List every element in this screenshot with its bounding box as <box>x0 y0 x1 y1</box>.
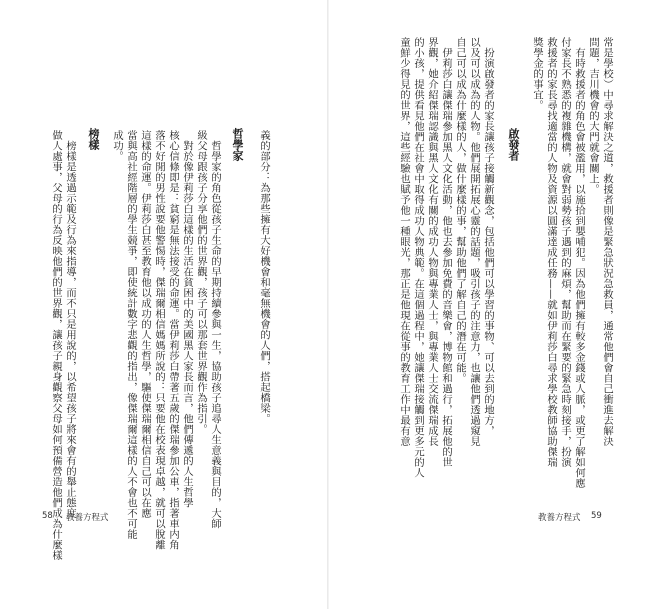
text-column: 做人處事，父母的行為反映他們的世界觀，讓孩子親身觀察父母如何預備營造他們成為什麼樣 <box>50 130 62 561</box>
text-column: 以及可以成為的人物。他們展開拓展心靈的話題，吸引孩子的注意力，也讓他們透過窺見 <box>468 37 480 447</box>
text-column: 扮演啟發者的家長讓孩子接觸新觀念，包括他們可以學習的事物、可以去到的地方， <box>482 37 494 436</box>
running-head: 教養方程式 <box>66 513 109 523</box>
text-column: 當與高社經階層的學生競爭，即使統計數字悲觀的指出，像傑瑞爾這樣的人不會也不可能 <box>125 130 137 540</box>
text-column: 伊莉莎白讓傑瑞參加黑人文化活動，他也去參加免費的音樂會，博物館和過行，拓展他的世 <box>440 37 452 468</box>
section-heading-philosopher: 哲學家 <box>231 128 244 161</box>
text-column: 自己可以成為什麼樣的人，做什麼樣的事，幫助他們了解自己的潛在可能。 <box>454 37 466 384</box>
running-head: 教養方程式 <box>538 513 581 523</box>
text-column: 成功。 <box>111 130 123 162</box>
text-column: 付家長不熟悉的複雜機構，就會對弱勢孩子遇到的麻煩，幫助而在緊要的緊急時刻接手，扮演 <box>559 37 571 468</box>
page-number: 59 <box>591 511 602 521</box>
text-column: 對於像伊莉莎白這樣的生活在貧困中的美國黑人家長而言，他們傳遞的人生哲學 <box>181 130 193 508</box>
text-column: 哲學家的角色從孩子生命的早期持續參與一生，協助孩子追尋人生意義與目的，大師 <box>209 130 221 529</box>
text-column: 核心信條即是：貧窮是無法接受的命運。當伊莉莎白帶著五歲的傑瑞參加公車，指著車内角 <box>167 130 179 550</box>
text-column: 童鮮少得見的世界，這些經驗也賦予他一種眼光，那正是他現在從事的教育工作中最有意 <box>398 37 410 447</box>
text-column: 級父母跟孩子分享他們的世界觀，孩子可以那套世界觀作為指引。 <box>195 130 207 435</box>
section-heading-inspirer: 啟發者 <box>507 128 520 161</box>
text-column: 榜樣是透過示範及行為來指導，而不只是用說的，以希望孩子將來會有的舉止態度 <box>64 130 76 519</box>
text-column: 這樣的命運。伊莉莎白甚至教育他以成功的人生哲學，驅使傑瑞爾相信自己可以在應 <box>139 130 151 519</box>
right-page <box>329 0 655 609</box>
text-column: 落不好閒的男性說要他警惕時，傑瑞爾相信媽媽所說的：只要他在校表現卓越，就可以脫離 <box>153 130 165 550</box>
text-column: 救援者的家長尋找適當的人物及資源以圓滿達成任務——就如伊莉莎白尋求學校教師協助傑瑞 <box>545 37 557 468</box>
text-column: 獎學金的事宜。 <box>531 37 543 111</box>
left-page <box>0 0 327 609</box>
text-column: 的小孩，提供看見他們在社會中取得成功人物典範。在這個過程中，她讓傑瑞接觸到更多元的人 <box>412 37 424 478</box>
text-column: 常是學校）中尋求解決之道，救援者則像是緊急狀況急救員，通常他們會自己衝進去解決 <box>601 37 613 447</box>
section-heading-role-model: 榜樣 <box>87 128 100 150</box>
text-column: 問題，吉川機會的大門就會關上。 <box>587 37 599 195</box>
page-number: 58 <box>42 511 53 521</box>
gutter <box>327 0 329 609</box>
text-column: 義的部分：為那些擁有大好機會和毫無機會的人們，搭起橋梁。 <box>258 130 270 424</box>
text-column: 有時救援者的角色會被濫用，以施拾到嬰哺犯。因為他們擁有較多金錢或人脈，或更了解如何應 <box>573 37 585 489</box>
text-column: 界觀，她介紹傑瑞認識與黑人文化有關的成功人物與專業人士，與專業人士交流傑瑞成長 <box>426 37 438 447</box>
